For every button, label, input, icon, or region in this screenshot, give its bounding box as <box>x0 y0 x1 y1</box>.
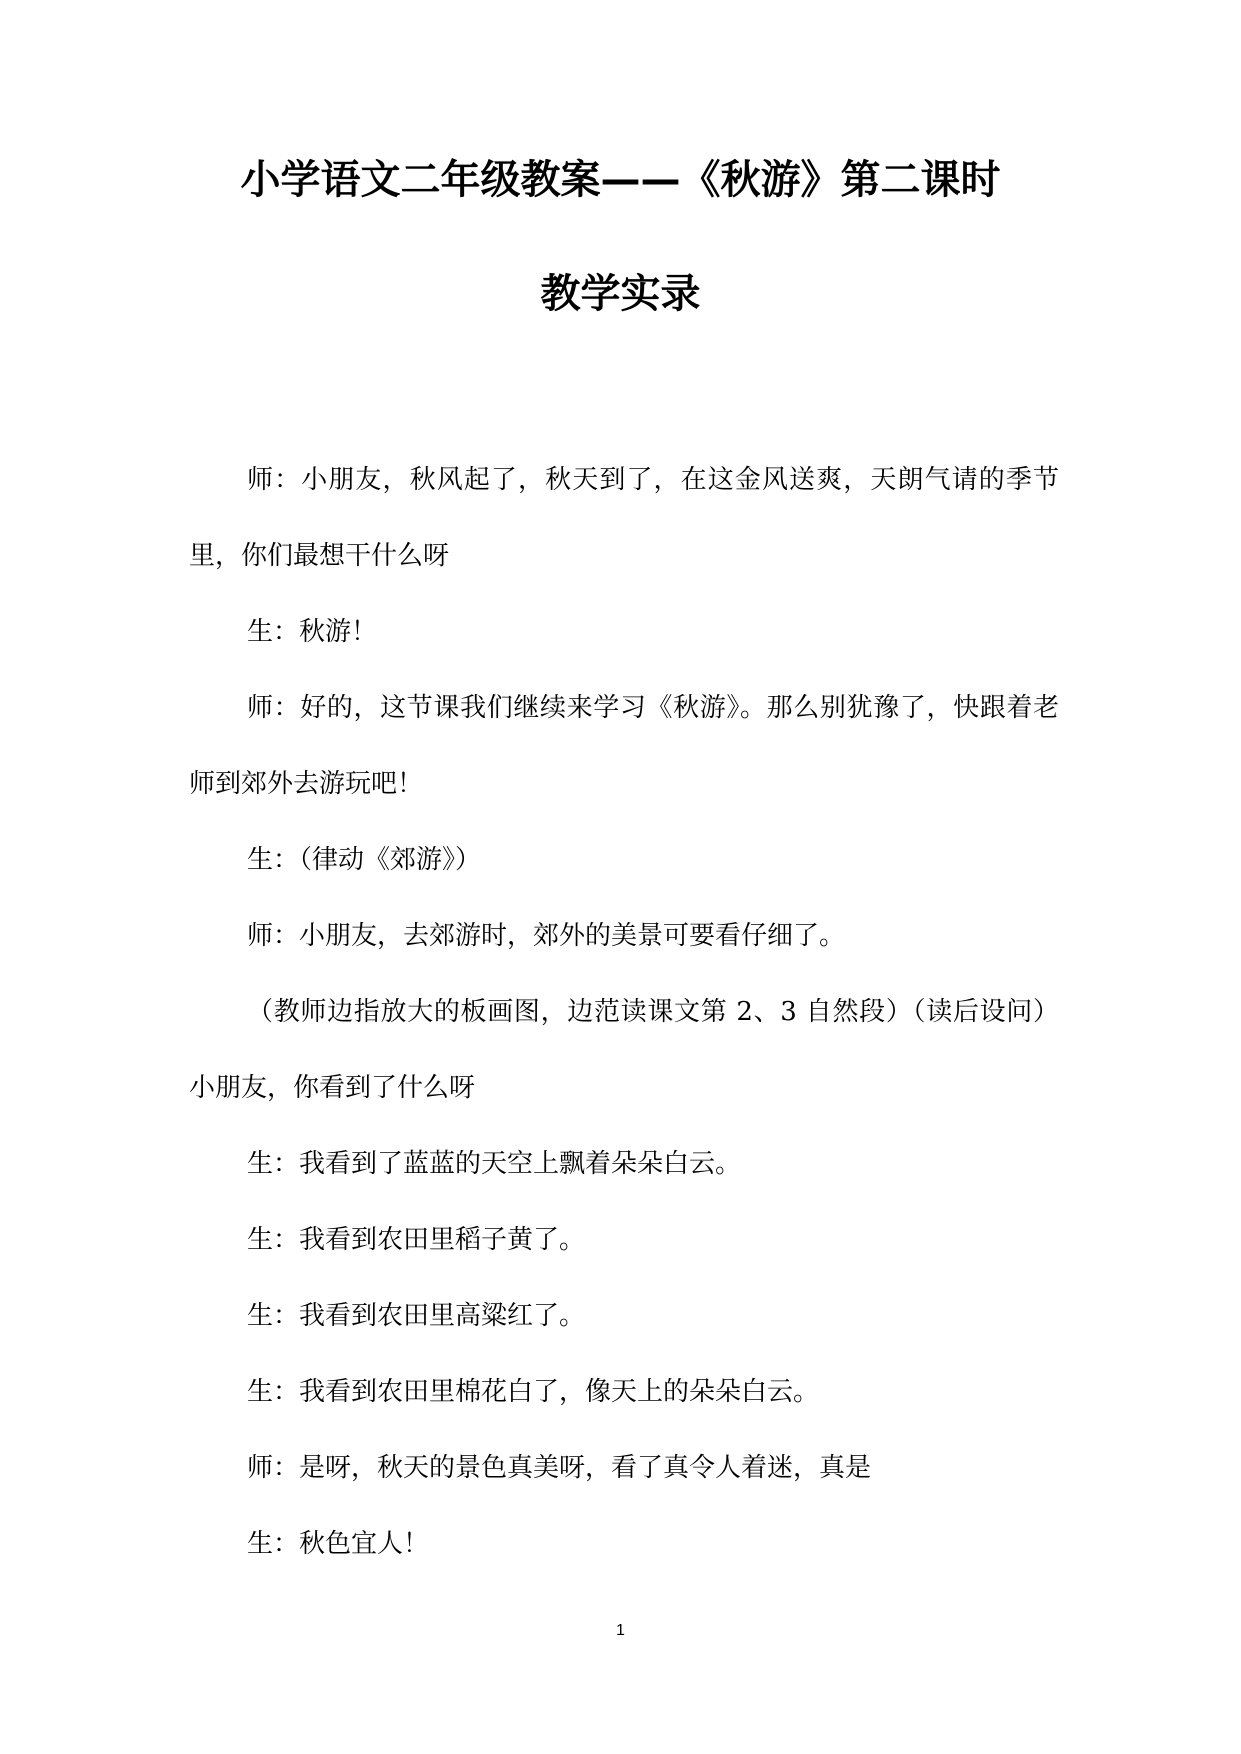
paragraph-3: 师：好的，这节课我们继续来学习《秋游》。那么别犹豫了，快跟着老师到郊外去游玩吧！ <box>189 693 1059 799</box>
document-title-line-2: 教学实录 <box>540 271 701 317</box>
paragraph-11: 师：是呀，秋天的景色真美呀，看了真令人着迷，真是 <box>247 1453 872 1483</box>
paragraph-12: 生：秋色宜人！ <box>247 1529 430 1559</box>
paragraph-4: 生：（律动《郊游》） <box>247 845 482 875</box>
paragraph-8: 生：我看到农田里稻子黄了。 <box>247 1225 586 1255</box>
paragraph-5: 师：小朋友，去郊游时，郊外的美景可要看仔细了。 <box>247 921 846 951</box>
paragraph-9: 生：我看到农田里高粱红了。 <box>247 1301 586 1331</box>
document-body <box>189 442 1059 1582</box>
paragraph-1: 师：小朋友，秋风起了，秋天到了，在这金风送爽，天朗气请的季节里，你们最想干什么呀 <box>189 465 1059 571</box>
paragraph-6: （教师边指放大的板画图，边范读课文第 2、3 自然段）（读后设问）小朋友，你看到了什么呀 <box>189 997 1059 1103</box>
page-number: 1 <box>616 1622 625 1639</box>
document-title-line-1: 小学语文二年级教案——《秋游》第二课时 <box>240 157 1001 203</box>
paragraph-2: 生：秋游！ <box>247 617 378 647</box>
paragraph-7: 生：我看到了蓝蓝的天空上飘着朵朵白云。 <box>247 1149 742 1179</box>
paragraph-10: 生：我看到农田里棉花白了，像天上的朵朵白云。 <box>247 1377 820 1407</box>
